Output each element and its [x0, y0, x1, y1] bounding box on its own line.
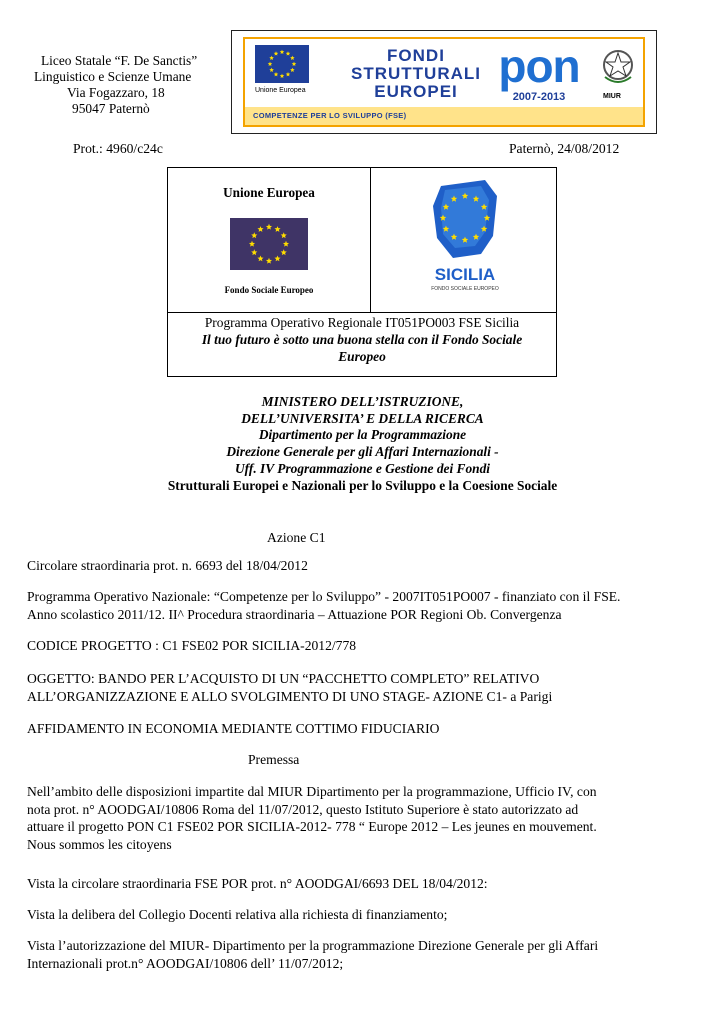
- premessa-paragraph: [27, 783, 707, 853]
- pon-line-1: Programma Operativo Nazionale: “Competenze per lo Sviluppo” - 2007IT051PO007 - finanziato con il FSE.: [27, 589, 621, 604]
- pon-banner: [231, 30, 657, 134]
- school-address: [34, 53, 214, 117]
- premessa-line-2: nota prot. n° AOODGAI/10806 Roma del 11/07/2012, questo Istituto Superiore è stato autorizzato ad: [27, 801, 579, 817]
- vista-1-text: Vista la circolare straordinaria FSE POR prot. n° AOODGAI/6693 DEL 18/04/2012:: [27, 876, 488, 891]
- oggetto-paragraph: [27, 670, 707, 705]
- school-type: Linguistico e Scienze Umane: [34, 69, 192, 84]
- pon-line-2: Anno scolastico 2011/12. II^ Procedura straordinaria – Attuazione POR Regioni Ob. Convergenza: [27, 606, 562, 622]
- ministry-line-5: Uff. IV Programmazione e Gestione dei Fondi: [234, 460, 491, 476]
- fondi-line-1: FONDI: [387, 46, 445, 65]
- circolare-line: [27, 557, 707, 575]
- fondi-line-3: EUROPEI: [374, 82, 458, 101]
- miur-label: MIUR: [603, 93, 621, 100]
- school-city: 95047 Paternò: [72, 101, 150, 116]
- premessa-line-1: Nell’ambito delle disposizioni impartite dal MIUR Dipartimento per la programmazione, Ufficio IV, con: [27, 784, 597, 799]
- vista-1: [27, 875, 707, 893]
- school-name: Liceo Statale “F. De Sanctis”: [41, 53, 198, 68]
- tagline-line-2: Europeo: [338, 349, 386, 364]
- eu-flag-icon: [255, 45, 309, 83]
- ministry-line-2: DELL’UNIVERSITA’ E DELLA RICERCA: [241, 410, 484, 426]
- ministry-line-1: MINISTERO DELL’ISTRUZIONE,: [261, 394, 464, 409]
- pon-banner-inner: [243, 37, 645, 127]
- fondi-logo-text: [349, 47, 483, 101]
- school-street: Via Fogazzaro, 18: [67, 85, 165, 100]
- ministry-line-3: Dipartimento per la Programmazione: [258, 427, 467, 443]
- pon-logo: pon: [498, 40, 580, 92]
- oggetto-line-2: ALL’ORGANIZZAZIONE E ALLO SVOLGIMENTO DI UNO STAGE- AZIONE C1- a Parigi: [27, 688, 553, 704]
- sicilia-logo-text: SICILIA: [434, 265, 496, 284]
- codice-line: [27, 637, 707, 655]
- banner-strip: COMPETENZE PER LO SVILUPPO (FSE): [245, 107, 643, 125]
- vista-3-line-1: Vista l’autorizzazione del MIUR- Dipartimento per la programmazione Direzione Generale per gli Affari: [27, 938, 599, 953]
- document-date: Paternò, 24/08/2012: [509, 141, 620, 156]
- azione-heading: Azione C1: [267, 530, 326, 545]
- program-line: Programma Operativo Regionale IT051PO003 FSE Sicilia: [204, 315, 520, 330]
- vista-2-text: Vista la delibera del Collegio Docenti relativa alla richiesta di finanziamento;: [27, 907, 448, 922]
- program-text: [168, 314, 556, 365]
- eu-title: Unione Europea: [223, 185, 315, 200]
- premessa-heading: Premessa: [248, 752, 300, 767]
- banner-eu-label: Unione Europea: [255, 87, 306, 94]
- codice-text: CODICE PROGETTO : C1 FSE02 POR SICILIA-2012/778: [27, 638, 357, 653]
- sicilia-fse-logo-icon: [423, 176, 507, 300]
- fse-label: Fondo Sociale Europeo: [224, 285, 314, 295]
- eu-flag-icon: [230, 218, 308, 270]
- tagline-line-1: Il tuo futuro è sotto una buona stella con il Fondo Sociale: [201, 332, 523, 347]
- ministry-heading: [0, 394, 725, 494]
- vista-2: [27, 906, 707, 924]
- sicilia-logo-sub: FONDO SOCIALE EUROPEO: [431, 286, 499, 292]
- protocol-number: Prot.: 4960/c24c: [73, 141, 163, 156]
- ministry-line-6: Strutturali Europei e Nazionali per lo Sviluppo e la Coesione Sociale: [167, 477, 558, 493]
- ministry-line-4: Direzione Generale per gli Affari Internazionali -: [226, 444, 499, 460]
- affidamento-line: [27, 720, 707, 738]
- italian-republic-emblem-icon: [601, 47, 635, 87]
- box-divider-vertical: [370, 168, 371, 312]
- box-divider-horizontal: [168, 312, 556, 313]
- vista-3: [27, 937, 707, 972]
- oggetto-line-1: OGGETTO: BANDO PER L’ACQUISTO DI UN “PACCHETTO COMPLETO” RELATIVO: [27, 671, 540, 686]
- premessa-line-3: attuare il progetto PON C1 FSE02 POR SICILIA-2012- 778 “ Europe 2012 – Les jeunes en mouvement.: [27, 819, 597, 834]
- vista-3-line-2: Internazionali prot.n° AOODGAI/10806 dell’ 11/07/2012;: [27, 955, 344, 971]
- affidamento-text: AFFIDAMENTO IN ECONOMIA MEDIANTE COTTIMO FIDUCIARIO: [27, 721, 440, 736]
- fse-box: [167, 167, 557, 377]
- pon-paragraph: [27, 588, 707, 623]
- premessa-line-4: Nous sommos les citoyens: [27, 836, 172, 852]
- pon-years: 2007-2013: [512, 91, 566, 103]
- circolare-text: Circolare straordinaria prot. n. 6693 del 18/04/2012: [27, 558, 308, 573]
- fondi-line-2: STRUTTURALI: [351, 64, 481, 83]
